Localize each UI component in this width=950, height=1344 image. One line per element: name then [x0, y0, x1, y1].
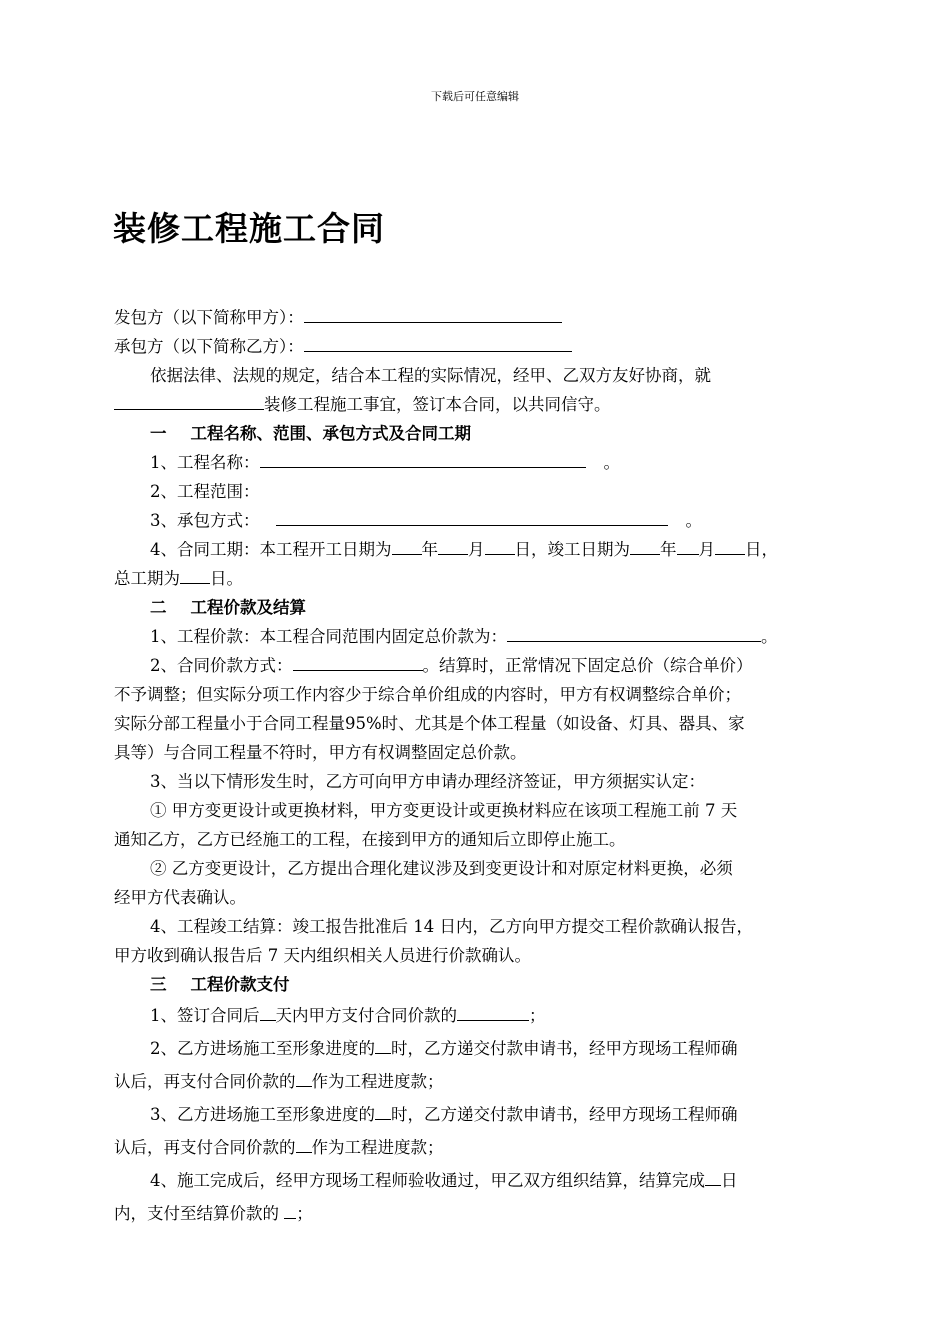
total-period-label: 总工期为 [114, 569, 180, 588]
total-days-suffix: 日。 [210, 569, 243, 588]
s2-item-1-label: 1、工程价款：本工程合同范围内固定总价款为： [150, 627, 507, 646]
s3-item-4-end: ； [296, 1204, 313, 1223]
s3-item-3-text: 3、乙方进场施工至形象进度的 [150, 1105, 375, 1124]
start-day-blank [485, 538, 515, 555]
s3-item-4-line-1 [114, 1164, 849, 1197]
preamble-suffix: 装修工程施工事宜，签订本合同，以共同信守。 [264, 395, 611, 414]
s3-item-4-line-2 [114, 1197, 849, 1230]
section-2-number: 二 [150, 598, 167, 617]
s2-item-1 [114, 622, 849, 651]
s3-item-1-end: ； [529, 1006, 546, 1025]
party-a-line [114, 303, 849, 332]
s2-item-1-end: 。 [761, 627, 778, 646]
s3-item-2-text: 2、乙方进场施工至形象进度的 [150, 1039, 375, 1058]
s2-item-3a-line-2: 通知乙方，乙方已经施工的工程，在接到甲方的通知后立即停止施工。 [114, 830, 626, 849]
section-1-title: 工程名称、范围、承包方式及合同工期 [190, 424, 471, 443]
year-label: 年 [421, 540, 438, 559]
party-b-label: 承包方（以下简称乙方）： [114, 337, 304, 356]
s1-item-3-blank [276, 509, 668, 526]
s3-item-2-line-2 [114, 1065, 849, 1098]
s1-item-4-line-1 [114, 535, 849, 564]
s2-item-2-label: 2、合同价款方式： [150, 656, 293, 675]
s3-item-3-line-2 [114, 1131, 849, 1164]
s2-item-3b-line-2: 经甲方代表确认。 [114, 888, 246, 907]
year-label-2: 年 [660, 540, 677, 559]
s1-item-2: 2、工程范围： [150, 482, 260, 501]
s3-item-2-progress-blank [375, 1037, 391, 1054]
price-method-blank [293, 654, 423, 671]
s3-item-3-line-1 [114, 1098, 849, 1131]
s2-item-3b-line-1: ② 乙方变更设计，乙方提出合理化建议涉及到变更设计和对原定材料更换，必须 [150, 859, 733, 878]
header-note: 下载后可任意编辑 [431, 90, 519, 103]
end-day-blank [715, 538, 745, 555]
end-month-blank [677, 538, 699, 555]
s3-item-2-text-3: 认后，再支付合同价款的 [114, 1072, 296, 1091]
party-b-blank [304, 335, 572, 352]
contract-title: 装修工程施工合同 [113, 209, 385, 248]
s1-item-4-text: 4、合同工期：本工程开工日期为 [150, 540, 392, 559]
s1-item-1 [114, 448, 849, 477]
end-year-blank [630, 538, 660, 555]
s2-item-4-line-1: 4、工程竣工结算：竣工报告批准后 14 日内，乙方向甲方提交工程价款确认报告， [150, 917, 753, 936]
section-3-heading [114, 970, 849, 999]
s2-item-3: 3、当以下情形发生时，乙方可向甲方申请办理经济签证，甲方须据实认定： [150, 772, 705, 791]
party-a-label: 发包方（以下简称甲方）： [114, 308, 304, 327]
section-3-title: 工程价款支付 [190, 975, 290, 994]
total-days-blank [180, 567, 210, 584]
s2-item-2-line-1 [114, 651, 849, 680]
s3-item-3-text-3: 认后，再支付合同价款的 [114, 1138, 296, 1157]
s3-item-1-text-2: 天内甲方支付合同价款的 [275, 1006, 457, 1025]
s3-item-2-line-1 [114, 1032, 849, 1065]
s3-item-4-text-2: 日 [721, 1171, 738, 1190]
s2-item-2-text: 。结算时，正常情况下固定总价（综合单价） [422, 656, 753, 675]
s3-item-3-progress-blank [375, 1103, 391, 1120]
s2-item-3a-line-1: ① 甲方变更设计或更换材料，甲方变更设计或更换材料应在该项工程施工前 7 天 [150, 801, 738, 820]
s3-item-4-percent-blank [284, 1202, 296, 1219]
start-month-blank [438, 538, 468, 555]
s1-item-3 [114, 506, 849, 535]
s3-item-4-text: 4、施工完成后，经甲方现场工程师验收通过，甲乙双方组织结算，结算完成 [150, 1171, 705, 1190]
s3-item-2-text-2: 时，乙方递交付款申请书，经甲方现场工程师确 [391, 1039, 738, 1058]
section-1-number: 一 [150, 424, 167, 443]
s1-item-1-label: 1、工程名称： [150, 453, 260, 472]
section-1-heading [114, 419, 849, 448]
total-price-blank [507, 625, 761, 642]
s3-item-1-text: 1、签订合同后 [150, 1006, 260, 1025]
s3-days-blank [260, 1004, 276, 1021]
party-a-blank [304, 306, 562, 323]
preamble-line-1: 依据法律、法规的规定，结合本工程的实际情况，经甲、乙双方友好协商，就 [150, 366, 711, 385]
s2-item-2-line-2: 不予调整；但实际分项工作内容少于综合单价组成的内容时，甲方有权调整综合单价； [114, 685, 741, 704]
day-label-2: 日， [745, 540, 778, 559]
section-2-title: 工程价款及结算 [190, 598, 306, 617]
s3-item-4-days-blank [705, 1169, 721, 1186]
s3-item-3-percent-blank [296, 1136, 312, 1153]
day-label: 日，竣工日期为 [514, 540, 630, 559]
start-year-blank [392, 538, 422, 555]
s3-item-3-text-4: 作为工程进度款； [311, 1138, 444, 1157]
s3-item-2-text-4: 作为工程进度款； [311, 1072, 444, 1091]
s2-item-2-line-4: 具等）与合同工程量不符时，甲方有权调整固定总价款。 [114, 743, 527, 762]
s1-item-3-label: 3、承包方式： [150, 511, 260, 530]
s1-item-4-line-2 [114, 564, 849, 593]
s1-item-3-end: 。 [685, 511, 702, 530]
s3-percent-blank [457, 1004, 529, 1021]
month-label: 月 [468, 540, 485, 559]
s3-item-1 [114, 999, 849, 1032]
month-label-2: 月 [698, 540, 715, 559]
s1-item-1-end: 。 [603, 453, 620, 472]
s3-item-3-text-2: 时，乙方递交付款申请书，经甲方现场工程师确 [391, 1105, 738, 1124]
section-2-heading [114, 593, 849, 622]
s2-item-2-line-3: 实际分部工程量小于合同工程量95%时、尤其是个体工程量（如设备、灯具、器具、家 [114, 714, 745, 733]
s3-item-2-percent-blank [296, 1070, 312, 1087]
project-name-blank [114, 393, 264, 410]
s3-item-4-text-3: 内，支付至结算价款的 [114, 1204, 285, 1223]
s2-item-4-line-2: 甲方收到确认报告后 7 天内组织相关人员进行价款确认。 [114, 946, 531, 965]
contract-body [114, 303, 849, 1230]
party-b-line [114, 332, 849, 361]
s1-item-1-blank [260, 451, 586, 468]
preamble-line-2 [114, 390, 849, 419]
section-3-number: 三 [150, 975, 167, 994]
